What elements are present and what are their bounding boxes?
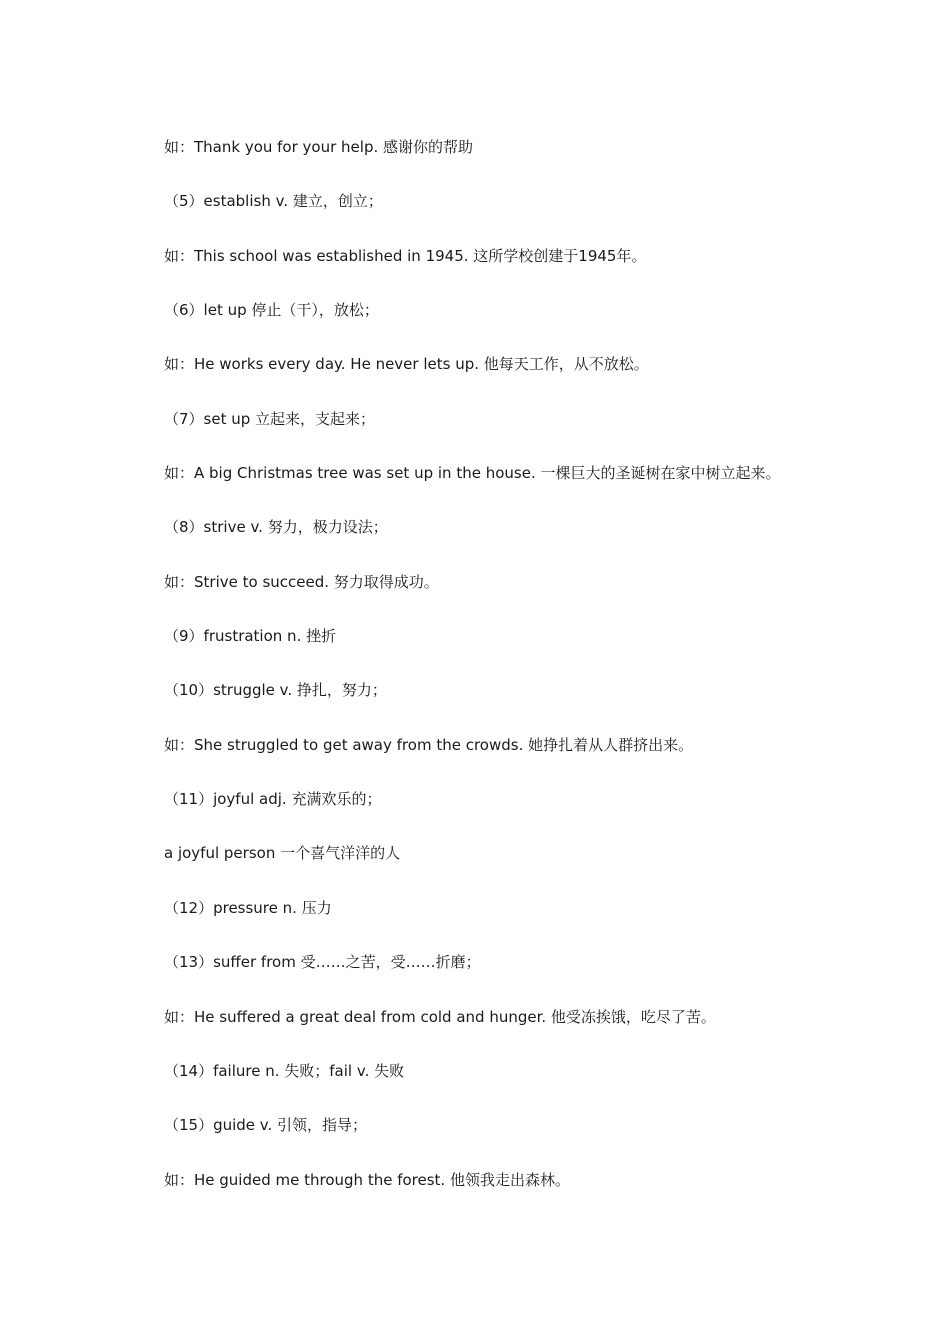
line-text: （7）set up 立起来，支起来； [164, 409, 376, 428]
example-line [164, 571, 884, 625]
line-text: （12）pressure n. 压力 [164, 898, 332, 917]
vocabulary-list [164, 136, 884, 1223]
vocab-entry-line [164, 408, 884, 462]
example-line [164, 1169, 884, 1223]
example-line [164, 136, 884, 190]
line-text: （9）frustration n. 挫折 [164, 627, 337, 646]
line-text: （6）let up 停止（干），放松； [164, 301, 379, 320]
line-text: （13）suffer from 受……之苦，受……折磨； [164, 953, 481, 972]
example-line [164, 1006, 884, 1060]
line-text: 如：She struggled to get away from the crowds. 她挣扎着从人群挤出来。 [164, 735, 694, 754]
line-text: 如：A big Christmas tree was set up in the house. 一棵巨大的圣诞树在家中树立起来。 [164, 464, 781, 483]
vocab-entry-line [164, 897, 884, 951]
line-text: （5）establish v. 建立，创立； [164, 192, 383, 211]
vocab-entry-line [164, 299, 884, 353]
vocab-entry-line [164, 190, 884, 244]
line-text: （14）failure n. 失败；fail v. 失败 [164, 1061, 405, 1080]
example-line [164, 353, 884, 407]
example-line [164, 245, 884, 299]
example-line [164, 462, 884, 516]
line-text: （11）joyful adj. 充满欢乐的； [164, 790, 382, 809]
line-text: 如：Thank you for your help. 感谢你的帮助 [164, 138, 474, 156]
line-text: 如：This school was established in 1945. 这所学校创建于1945年。 [164, 246, 647, 265]
line-text: 如：He suffered a great deal from cold and hunger. 他受冻挨饿，吃尽了苦。 [164, 1007, 716, 1026]
example-line [164, 734, 884, 788]
vocab-entry-line [164, 516, 884, 570]
example-line [164, 842, 884, 896]
line-text: （10）struggle v. 挣扎，努力； [164, 681, 387, 700]
line-text: 如：Strive to succeed. 努力取得成功。 [164, 572, 439, 591]
vocab-entry-line [164, 625, 884, 679]
vocab-entry-line [164, 951, 884, 1005]
vocab-entry-line [164, 679, 884, 733]
vocab-entry-line [164, 1114, 884, 1168]
line-text: a joyful person 一个喜气洋洋的人 [164, 844, 401, 863]
line-text: （8）strive v. 努力，极力设法； [164, 518, 388, 537]
line-text: （15）guide v. 引领，指导； [164, 1116, 368, 1135]
vocab-entry-line [164, 1060, 884, 1114]
line-text: 如：He works every day. He never lets up. 他每天工作，从不放松。 [164, 355, 649, 374]
line-text: 如：He guided me through the forest. 他领我走出森林。 [164, 1170, 570, 1189]
vocab-entry-line [164, 788, 884, 842]
